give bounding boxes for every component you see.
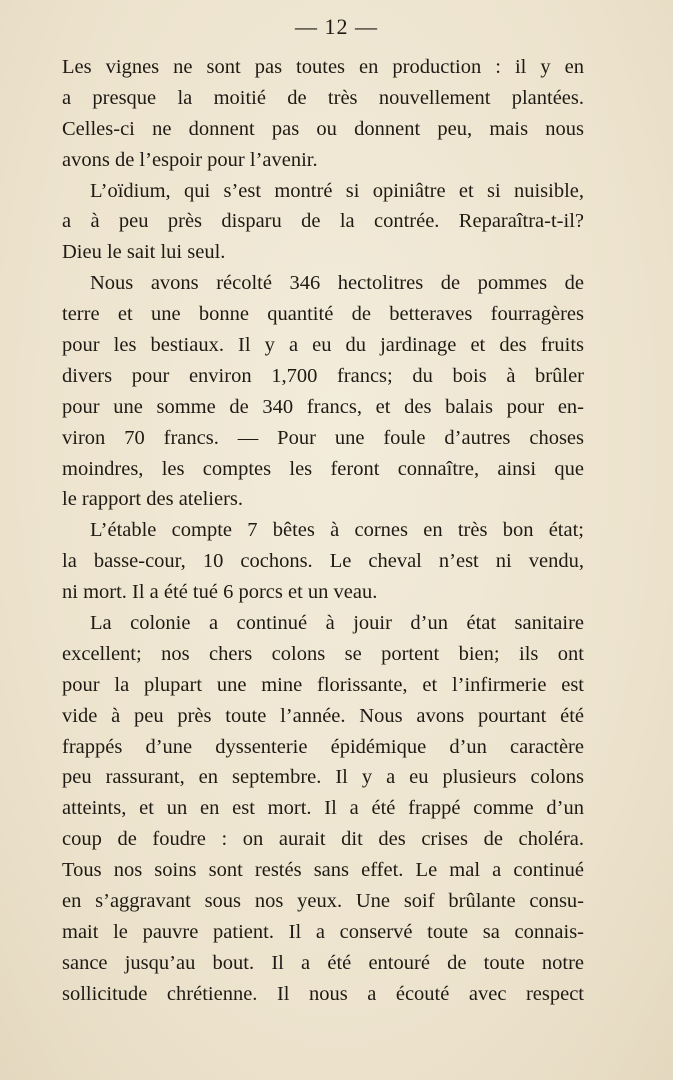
text-line: Les vignes ne sont pas toutes en production : il y en bbox=[62, 56, 584, 78]
text-line: a presque la moitié de très nouvellement plantées. bbox=[62, 86, 584, 109]
text-line: moindres, les comptes les feront connaître, ainsi que bbox=[62, 457, 584, 480]
text-line: la basse-cour, 10 cochons. Le cheval n’est ni vendu, bbox=[62, 550, 584, 573]
text-line: atteints, et un en est mort. Il a été frappé comme d’un bbox=[62, 797, 584, 820]
text-line: en s’aggravant sous nos yeux. Une soif brûlante consu- bbox=[62, 890, 584, 913]
text-line: pour les bestiaux. Il y a eu du jardinage et des fruits bbox=[62, 334, 584, 357]
text-line: le rapport des ateliers. bbox=[62, 488, 244, 511]
text-line: Tous nos soins sont restés sans effet. Le mal a continué bbox=[62, 859, 584, 882]
text-line: La colonie a continué à jouir d’un état sanitaire bbox=[90, 612, 584, 635]
text-line: viron 70 francs. — Pour une foule d’autres choses bbox=[62, 426, 584, 449]
body-text bbox=[62, 52, 584, 1010]
text-line: pour la plupart une mine florissante, et l’infirmerie est bbox=[62, 673, 584, 696]
text-line: frappés d’une dyssenterie épidémique d’un caractère bbox=[62, 735, 584, 758]
text-line: sollicitude chrétienne. Il nous a écouté avec respect bbox=[62, 982, 584, 1005]
text-line: L’oïdium, qui s’est montré si opiniâtre et si nuisible, bbox=[90, 179, 584, 202]
text-line: avons de l’espoir pour l’avenir. bbox=[62, 148, 318, 171]
text-line: ni mort. Il a été tué 6 porcs et un veau. bbox=[62, 581, 378, 604]
text-line: excellent; nos chers colons se portent bien; ils ont bbox=[62, 642, 584, 665]
text-line: Celles-ci ne donnent pas ou donnent peu, mais nous bbox=[62, 117, 584, 140]
text-line: vide à peu près toute l’année. Nous avons pourtant été bbox=[62, 704, 584, 727]
text-line: mait le pauvre patient. Il a conservé toute sa connais- bbox=[62, 920, 584, 943]
text-line: peu rassurant, en septembre. Il y a eu plusieurs colons bbox=[62, 766, 584, 789]
text-line: coup de foudre : on aurait dit des crises de choléra. bbox=[62, 828, 584, 851]
text-line: divers pour environ 1,700 francs; du bois à brûler bbox=[62, 364, 584, 387]
text-line: terre et une bonne quantité de betteraves fourragères bbox=[62, 303, 584, 326]
text-line: sance jusqu’au bout. Il a été entouré de toute notre bbox=[62, 951, 584, 974]
text-line: a à peu près disparu de la contrée. Reparaîtra-t-il? bbox=[62, 210, 584, 233]
text-line: Dieu le sait lui seul. bbox=[62, 241, 226, 264]
page-number: — 12 — bbox=[295, 14, 378, 39]
text-line: pour une somme de 340 francs, et des balais pour en- bbox=[62, 395, 584, 418]
text-line: L’étable compte 7 bêtes à cornes en très bon état; bbox=[90, 519, 584, 542]
text-line: Nous avons récolté 346 hectolitres de pommes de bbox=[90, 272, 584, 295]
